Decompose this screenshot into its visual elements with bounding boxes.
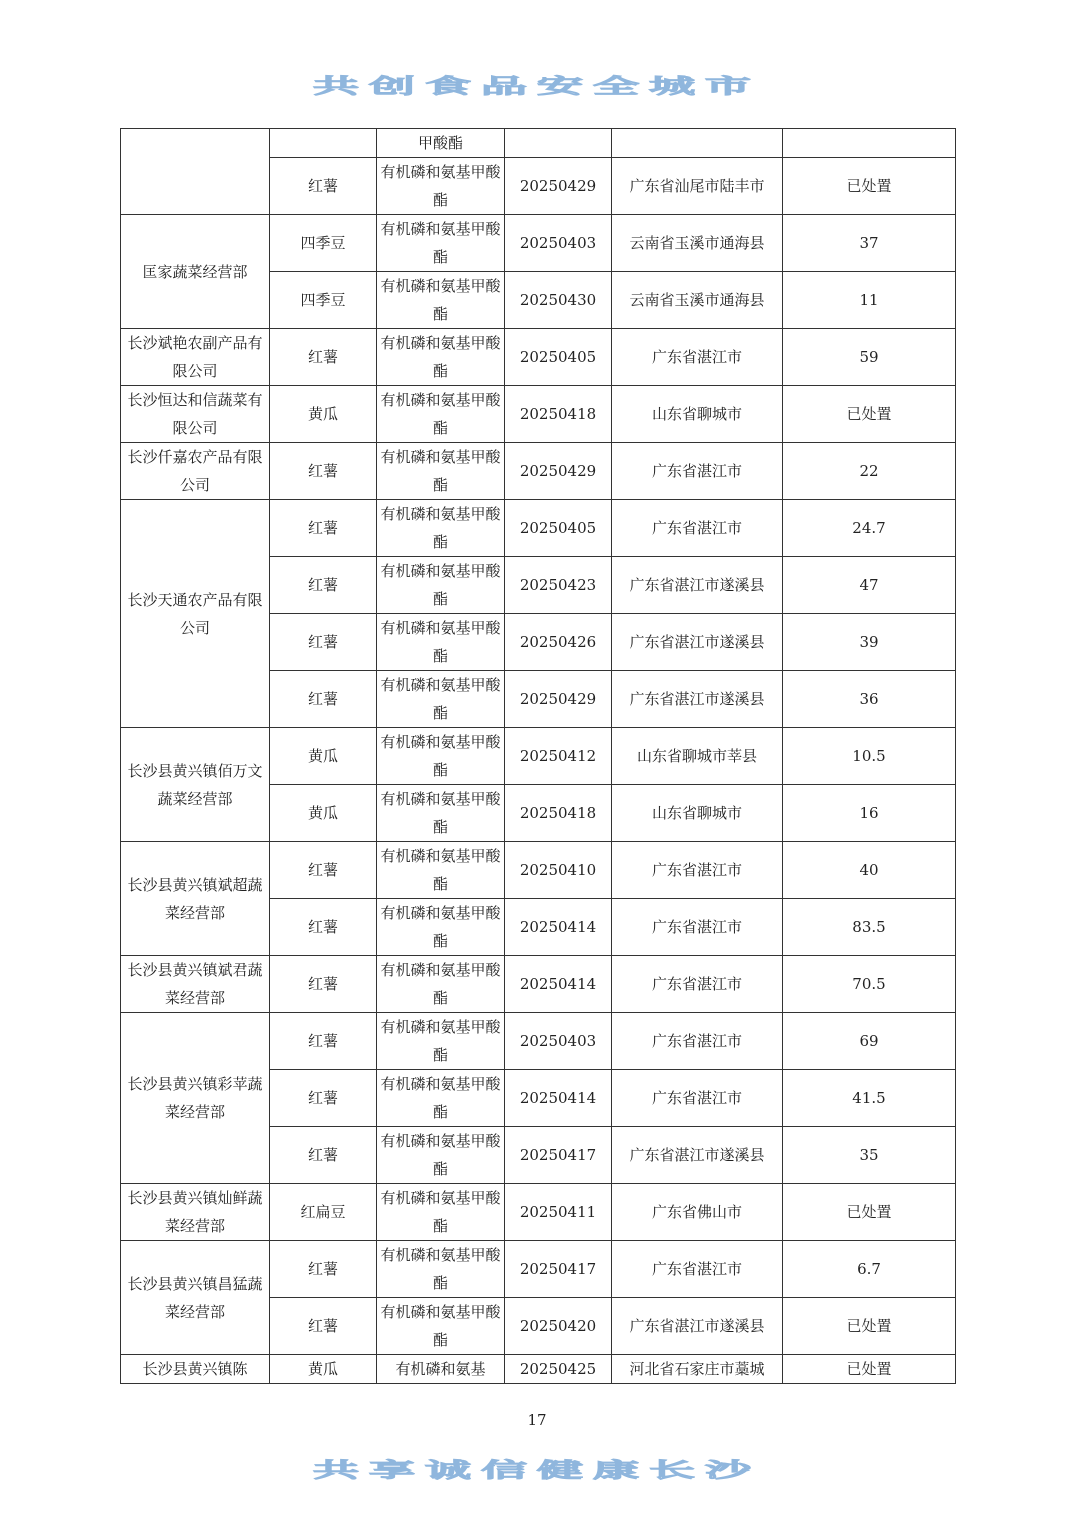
date-cell: 20250403 bbox=[505, 215, 612, 272]
value-cell: 35 bbox=[783, 1127, 956, 1184]
test-item-cell: 有机磷和氨基甲酸酯 bbox=[377, 956, 505, 1013]
origin-cell: 广东省湛江市 bbox=[612, 329, 783, 386]
value-cell: 22 bbox=[783, 443, 956, 500]
footer-slogan-banner: 共享诚信健康长沙 bbox=[313, 1457, 761, 1483]
origin-cell: 山东省聊城市莘县 bbox=[612, 728, 783, 785]
value-cell: 40 bbox=[783, 842, 956, 899]
product-cell: 红薯 bbox=[270, 1013, 377, 1070]
table-row bbox=[121, 329, 956, 386]
table-row bbox=[121, 1184, 956, 1241]
test-item-cell: 有机磷和氨基甲酸酯 bbox=[377, 1298, 505, 1355]
origin-cell: 山东省聊城市 bbox=[612, 785, 783, 842]
table-row bbox=[121, 500, 956, 557]
product-cell: 红薯 bbox=[270, 956, 377, 1013]
page-number: 17 bbox=[527, 1411, 547, 1429]
test-item-cell: 有机磷和氨基甲酸酯 bbox=[377, 671, 505, 728]
test-item-cell: 甲酸酯 bbox=[377, 129, 505, 158]
test-item-cell: 有机磷和氨基甲酸酯 bbox=[377, 1070, 505, 1127]
table-row bbox=[121, 129, 956, 158]
company-cell: 长沙县黄兴镇佰万文蔬菜经营部 bbox=[121, 728, 270, 842]
origin-cell: 河北省石家庄市藁城 bbox=[612, 1355, 783, 1384]
date-cell: 20250403 bbox=[505, 1013, 612, 1070]
test-item-cell: 有机磷和氨基甲酸酯 bbox=[377, 443, 505, 500]
date-cell: 20250429 bbox=[505, 443, 612, 500]
value-cell: 83.5 bbox=[783, 899, 956, 956]
test-item-cell: 有机磷和氨基甲酸酯 bbox=[377, 500, 505, 557]
value-cell: 已处置 bbox=[783, 1298, 956, 1355]
table-row bbox=[121, 386, 956, 443]
origin-cell: 广东省湛江市遂溪县 bbox=[612, 671, 783, 728]
origin-cell: 广东省汕尾市陆丰市 bbox=[612, 158, 783, 215]
value-cell: 37 bbox=[783, 215, 956, 272]
product-cell: 黄瓜 bbox=[270, 386, 377, 443]
product-cell: 四季豆 bbox=[270, 272, 377, 329]
test-item-cell: 有机磷和氨基甲酸酯 bbox=[377, 215, 505, 272]
date-cell: 20250414 bbox=[505, 899, 612, 956]
product-cell: 红薯 bbox=[270, 557, 377, 614]
value-cell: 已处置 bbox=[783, 1355, 956, 1384]
date-cell: 20250426 bbox=[505, 614, 612, 671]
test-item-cell: 有机磷和氨基甲酸酯 bbox=[377, 785, 505, 842]
product-cell: 红薯 bbox=[270, 500, 377, 557]
origin-cell: 广东省佛山市 bbox=[612, 1184, 783, 1241]
value-cell bbox=[783, 129, 956, 158]
test-item-cell: 有机磷和氨基甲酸酯 bbox=[377, 899, 505, 956]
value-cell: 已处置 bbox=[783, 1184, 956, 1241]
origin-cell: 云南省玉溪市通海县 bbox=[612, 215, 783, 272]
company-cell: 长沙县黄兴镇斌君蔬菜经营部 bbox=[121, 956, 270, 1013]
date-cell: 20250414 bbox=[505, 956, 612, 1013]
date-cell: 20250417 bbox=[505, 1127, 612, 1184]
date-cell: 20250412 bbox=[505, 728, 612, 785]
origin-cell: 广东省湛江市 bbox=[612, 1013, 783, 1070]
product-cell: 黄瓜 bbox=[270, 785, 377, 842]
value-cell: 41.5 bbox=[783, 1070, 956, 1127]
company-cell: 匡家蔬菜经营部 bbox=[121, 215, 270, 329]
table-row bbox=[121, 1013, 956, 1070]
origin-cell: 广东省湛江市遂溪县 bbox=[612, 1127, 783, 1184]
company-cell: 长沙恒达和信蔬菜有限公司 bbox=[121, 386, 270, 443]
test-item-cell: 有机磷和氨基甲酸酯 bbox=[377, 329, 505, 386]
product-cell: 红薯 bbox=[270, 1298, 377, 1355]
date-cell: 20250429 bbox=[505, 158, 612, 215]
value-cell: 36 bbox=[783, 671, 956, 728]
value-cell: 69 bbox=[783, 1013, 956, 1070]
test-item-cell: 有机磷和氨基甲酸酯 bbox=[377, 272, 505, 329]
product-cell: 红扁豆 bbox=[270, 1184, 377, 1241]
test-item-cell: 有机磷和氨基甲酸酯 bbox=[377, 614, 505, 671]
company-cell: 长沙县黄兴镇陈 bbox=[121, 1355, 270, 1384]
product-cell: 红薯 bbox=[270, 329, 377, 386]
origin-cell: 广东省湛江市 bbox=[612, 1241, 783, 1298]
company-cell: 长沙县黄兴镇斌超蔬菜经营部 bbox=[121, 842, 270, 956]
origin-cell: 广东省湛江市 bbox=[612, 899, 783, 956]
value-cell: 39 bbox=[783, 614, 956, 671]
value-cell: 6.7 bbox=[783, 1241, 956, 1298]
product-cell bbox=[270, 129, 377, 158]
origin-cell: 广东省湛江市 bbox=[612, 443, 783, 500]
table-row bbox=[121, 1241, 956, 1298]
date-cell: 20250425 bbox=[505, 1355, 612, 1384]
date-cell: 20250405 bbox=[505, 500, 612, 557]
date-cell: 20250414 bbox=[505, 1070, 612, 1127]
product-cell: 四季豆 bbox=[270, 215, 377, 272]
origin-cell: 广东省湛江市 bbox=[612, 500, 783, 557]
company-cell: 长沙斌艳农副产品有限公司 bbox=[121, 329, 270, 386]
inspection-results-table bbox=[120, 128, 956, 1384]
value-cell: 已处置 bbox=[783, 386, 956, 443]
header-slogan-banner: 共创食品安全城市 bbox=[313, 73, 761, 99]
table-row bbox=[121, 1355, 956, 1384]
product-cell: 黄瓜 bbox=[270, 728, 377, 785]
product-cell: 红薯 bbox=[270, 899, 377, 956]
product-cell: 红薯 bbox=[270, 1070, 377, 1127]
product-cell: 红薯 bbox=[270, 1241, 377, 1298]
test-item-cell: 有机磷和氨基甲酸酯 bbox=[377, 557, 505, 614]
table-row bbox=[121, 728, 956, 785]
test-item-cell: 有机磷和氨基甲酸酯 bbox=[377, 842, 505, 899]
test-item-cell: 有机磷和氨基甲酸酯 bbox=[377, 1127, 505, 1184]
company-cell: 长沙县黄兴镇昌猛蔬菜经营部 bbox=[121, 1241, 270, 1355]
company-cell: 长沙县黄兴镇彩苹蔬菜经营部 bbox=[121, 1013, 270, 1184]
date-cell: 20250429 bbox=[505, 671, 612, 728]
table-row bbox=[121, 215, 956, 272]
product-cell: 红薯 bbox=[270, 842, 377, 899]
product-cell: 红薯 bbox=[270, 443, 377, 500]
product-cell: 黄瓜 bbox=[270, 1355, 377, 1384]
product-cell: 红薯 bbox=[270, 158, 377, 215]
date-cell: 20250418 bbox=[505, 386, 612, 443]
value-cell: 11 bbox=[783, 272, 956, 329]
product-cell: 红薯 bbox=[270, 671, 377, 728]
date-cell: 20250410 bbox=[505, 842, 612, 899]
origin-cell: 云南省玉溪市通海县 bbox=[612, 272, 783, 329]
origin-cell: 广东省湛江市遂溪县 bbox=[612, 557, 783, 614]
test-item-cell: 有机磷和氨基甲酸酯 bbox=[377, 1184, 505, 1241]
value-cell: 70.5 bbox=[783, 956, 956, 1013]
origin-cell: 广东省湛江市 bbox=[612, 956, 783, 1013]
test-item-cell: 有机磷和氨基甲酸酯 bbox=[377, 728, 505, 785]
test-item-cell: 有机磷和氨基 bbox=[377, 1355, 505, 1384]
date-cell: 20250418 bbox=[505, 785, 612, 842]
test-item-cell: 有机磷和氨基甲酸酯 bbox=[377, 386, 505, 443]
test-item-cell: 有机磷和氨基甲酸酯 bbox=[377, 1241, 505, 1298]
origin-cell: 广东省湛江市遂溪县 bbox=[612, 1298, 783, 1355]
value-cell: 24.7 bbox=[783, 500, 956, 557]
value-cell: 10.5 bbox=[783, 728, 956, 785]
origin-cell bbox=[612, 129, 783, 158]
table-row bbox=[121, 443, 956, 500]
origin-cell: 广东省湛江市 bbox=[612, 1070, 783, 1127]
date-cell: 20250411 bbox=[505, 1184, 612, 1241]
test-item-cell: 有机磷和氨基甲酸酯 bbox=[377, 158, 505, 215]
company-cell: 长沙天通农产品有限公司 bbox=[121, 500, 270, 728]
product-cell: 红薯 bbox=[270, 614, 377, 671]
value-cell: 16 bbox=[783, 785, 956, 842]
date-cell: 20250417 bbox=[505, 1241, 612, 1298]
value-cell: 59 bbox=[783, 329, 956, 386]
company-cell bbox=[121, 129, 270, 215]
origin-cell: 山东省聊城市 bbox=[612, 386, 783, 443]
table-row bbox=[121, 956, 956, 1013]
origin-cell: 广东省湛江市遂溪县 bbox=[612, 614, 783, 671]
date-cell: 20250430 bbox=[505, 272, 612, 329]
company-cell: 长沙仟嘉农产品有限公司 bbox=[121, 443, 270, 500]
date-cell: 20250405 bbox=[505, 329, 612, 386]
test-item-cell: 有机磷和氨基甲酸酯 bbox=[377, 1013, 505, 1070]
origin-cell: 广东省湛江市 bbox=[612, 842, 783, 899]
company-cell: 长沙县黄兴镇灿鲜蔬菜经营部 bbox=[121, 1184, 270, 1241]
date-cell: 20250423 bbox=[505, 557, 612, 614]
value-cell: 47 bbox=[783, 557, 956, 614]
value-cell: 已处置 bbox=[783, 158, 956, 215]
table-row bbox=[121, 842, 956, 899]
date-cell: 20250420 bbox=[505, 1298, 612, 1355]
date-cell bbox=[505, 129, 612, 158]
product-cell: 红薯 bbox=[270, 1127, 377, 1184]
